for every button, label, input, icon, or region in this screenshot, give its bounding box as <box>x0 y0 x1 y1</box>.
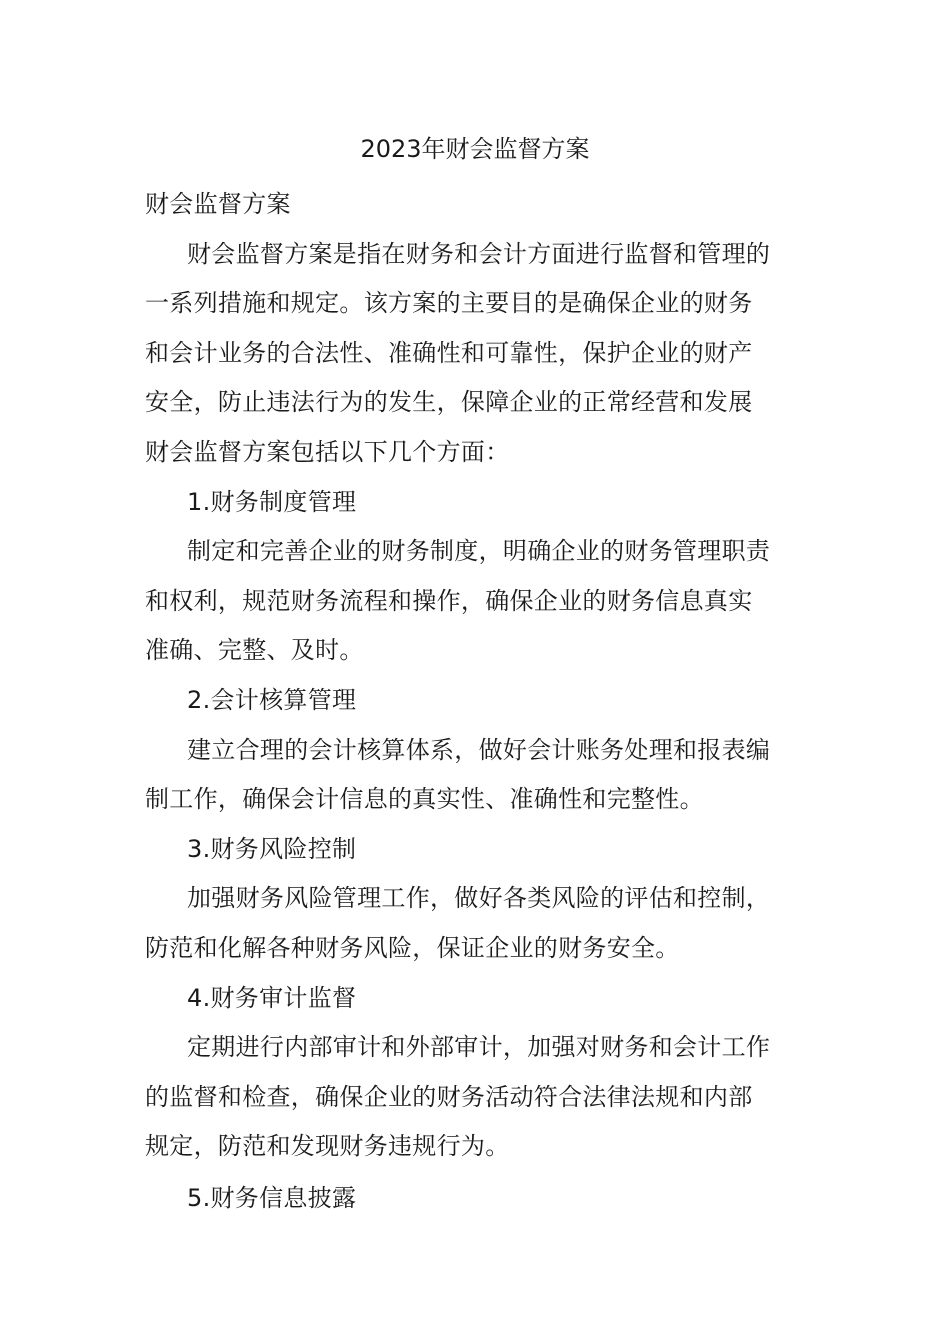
document-body <box>145 180 810 1223</box>
paragraph-line: 的监督和检查，确保企业的财务活动符合法律法规和内部 <box>145 1082 753 1111</box>
paragraph-line: 准确、完整、及时。 <box>145 636 364 665</box>
section-2 <box>145 676 810 825</box>
paragraph-line: 和会计业务的合法性、准确性和可靠性，保护企业的财产 <box>145 338 753 367</box>
document-title: 2023年财会监督方案 <box>360 135 590 163</box>
paragraph-line: 和权利，规范财务流程和操作，确保企业的财务信息真实 <box>145 586 753 615</box>
paragraph-line: 财会监督方案包括以下几个方面： <box>145 437 510 466</box>
intro-paragraph <box>145 230 810 478</box>
section-heading: 5.财务信息披露 <box>187 1183 357 1212</box>
paragraph-line: 定期进行内部审计和外部审计，加强对财务和会计工作 <box>187 1033 771 1062</box>
section-4 <box>145 974 810 1172</box>
paragraph-line: 制定和完善企业的财务制度，明确企业的财务管理职责 <box>187 537 771 566</box>
section-1 <box>145 478 810 676</box>
paragraph-line: 防范和化解各种财务风险，保证企业的财务安全。 <box>145 933 680 962</box>
section-3 <box>145 825 810 974</box>
section-5 <box>145 1174 810 1224</box>
section-heading: 1.财务制度管理 <box>187 487 357 516</box>
paragraph-line: 建立合理的会计核算体系，做好会计账务处理和报表编 <box>187 735 771 764</box>
section-heading: 2.会计核算管理 <box>187 685 357 714</box>
paragraph-line: 安全，防止违法行为的发生，保障企业的正常经营和发展 <box>145 388 753 417</box>
paragraph-line: 加强财务风险管理工作，做好各类风险的评估和控制， <box>187 884 771 913</box>
paragraph-line: 一系列措施和规定。该方案的主要目的是确保企业的财务 <box>145 289 753 318</box>
section-heading: 4.财务审计监督 <box>187 983 357 1012</box>
paragraph-line: 财会监督方案是指在财务和会计方面进行监督和管理的 <box>187 239 771 268</box>
document-subtitle: 财会监督方案 <box>145 190 291 218</box>
section-heading: 3.财务风险控制 <box>187 834 357 863</box>
paragraph-line: 制工作，确保会计信息的真实性、准确性和完整性。 <box>145 785 704 814</box>
paragraph-line: 规定，防范和发现财务违规行为。 <box>145 1132 510 1161</box>
